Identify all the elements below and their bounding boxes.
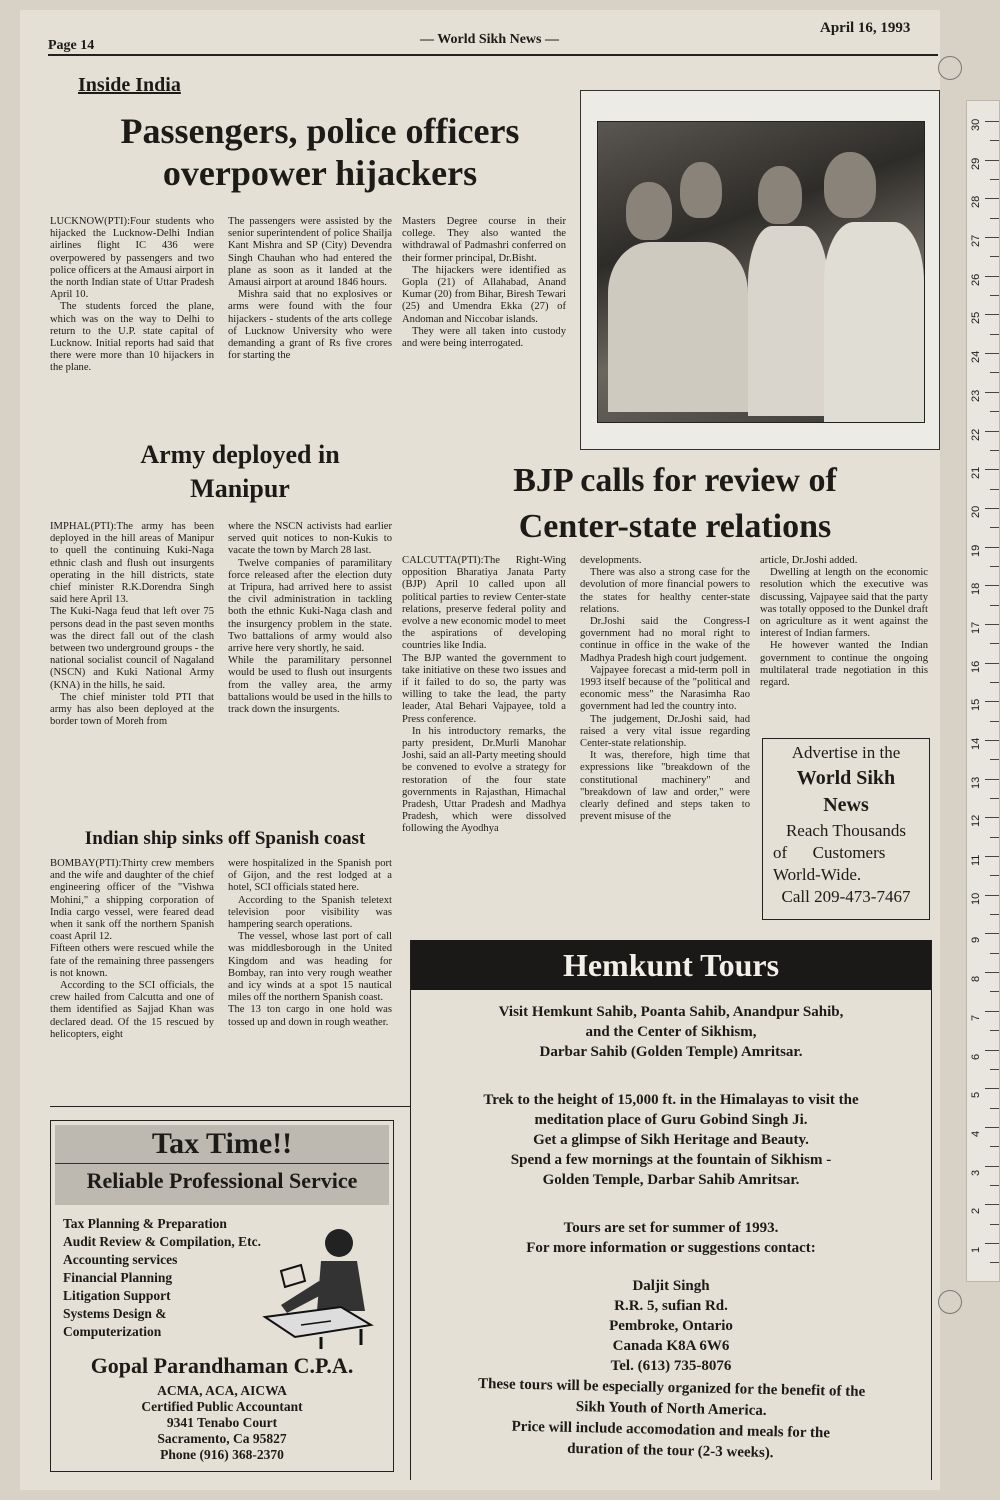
army-paragraph: where the NSCN activists had earlier served quit notices to non-Kukis to vacate the town by March 28 last. (228, 521, 392, 557)
ruler-tick (990, 1069, 999, 1070)
army-paragraph: Twelve companies of paramilitary force released after the election duty at Tripura, had arrived here to assist the civil administration in tackling both the ethnic Kuki-Naga clash and the insurgency problem in the state. Two battalions of army would also arrive here very shortly, he said. (228, 557, 392, 655)
hijack-paragraph: The passengers were assisted by the senior superintendent of police Shailja Kant Mishra and SP (City) Devendra Singh Chauhan who had entered the plane as soon as it landed at the Amausi airport at around 1846 hours. (228, 216, 392, 289)
ruler-number: 8 (970, 976, 982, 983)
ruler-tick (985, 972, 999, 973)
ship-col-2 (228, 858, 392, 1029)
tax-service-item: Systems Design & (63, 1306, 167, 1321)
ruler-number: 4 (970, 1130, 982, 1137)
ruler-tick (990, 643, 999, 644)
army-col-2 (228, 521, 392, 716)
ruler-number: 6 (970, 1053, 982, 1060)
ruler-tick (990, 295, 999, 296)
ruler-tick (990, 953, 999, 954)
ruler-tick (990, 721, 999, 722)
ruler-tick (985, 431, 999, 432)
ruler-tick (990, 837, 999, 838)
hemkunt-line: These tours will be especially organized for the benefit of the (477, 1375, 866, 1401)
hijack-paragraph: LUCKNOW(PTI):Four students who hijacked the Lucknow-Delhi Indian airlines flight IC 436 were overpowered by passengers and two police officers at the Amausi airport in the north Indian state of Uttar Pradesh April 10. (50, 216, 214, 301)
ruler-tick (990, 140, 999, 141)
binder-hole (938, 56, 962, 80)
ruler-tick (985, 1204, 999, 1205)
hijack-paragraph: Masters Degree course in their college. They also wanted the withdrawal of Padmashri conferred on their former principal, Dr.Bisht. (402, 216, 566, 264)
ship-paragraph: Fifteen others were rescued while the fate of the remaining three passengers is not known. (50, 943, 214, 979)
ruler-number: 28 (970, 196, 982, 209)
hijack-col-3 (402, 216, 566, 350)
hijack-paragraph: They were all taken into custody and were being interrogated. (402, 325, 566, 350)
ruler-tick (985, 276, 999, 277)
ship-headline-text: Indian ship sinks off Spanish coast (84, 828, 366, 849)
ship-paragraph: The vessel, whose last port of call was middlesborough in the United Kingdom and was heading for Bombay, ran into very rough weather and icy winds at a spot 15 nautical miles off the northern Spanish coast. (228, 931, 392, 1004)
tax-ad-credentials: ACMA, ACA, AICWA (157, 1383, 287, 1398)
hemkunt-intro (411, 1002, 931, 1062)
ruler-tick (985, 1166, 999, 1167)
tax-ad-banner (55, 1125, 389, 1205)
army-paragraph: The Kuki-Naga feud that left over 75 persons dead in the past seven months was the direct fall out of the clash between two underground groups - the national socialist council of Nagaland (NSCN) and Kuki National Army (KNA) in the hills, he said. (50, 606, 214, 691)
hijack-headline (60, 110, 580, 194)
tax-ad-role: Certified Public Accountant (141, 1399, 303, 1414)
photo-frame (580, 90, 940, 450)
hemkunt-line: Darbar Sahib (Golden Temple) Amritsar. (539, 1044, 803, 1060)
ruler-number: 27 (970, 234, 982, 248)
ship-headline (50, 828, 400, 850)
ruler-tick (985, 740, 999, 741)
ship-paragraph: According to the Spanish teletext television poor visibility was hampering search operations. (228, 894, 392, 931)
ruler-tick (990, 256, 999, 257)
tax-service-item: Financial Planning (63, 1270, 173, 1285)
ruler-number: 24 (970, 350, 982, 364)
hemkunt-line: and the Center of Sikhism, (585, 1024, 757, 1040)
ruler-number: 23 (970, 389, 982, 402)
army-paragraph: IMPHAL(PTI):The army has been deployed in the hill areas of Manipur to quell the continuing Kuki-Naga ethnic clash and flush out insurgents operating in the hill districts, state chief minister R.K.Dorendra Singh said here April 13. (50, 521, 214, 606)
wsn-ad-phone: Call 209-473-7467 (781, 887, 911, 906)
tax-service-item: Computerization (63, 1324, 162, 1339)
hemkunt-contact-phone: Tel. (613) 735-8076 (610, 1358, 732, 1374)
hemkunt-contact-line: Pembroke, Ontario (609, 1318, 733, 1334)
hemkunt-trek (411, 1090, 931, 1190)
header-rule (48, 54, 938, 56)
person-shirt (748, 226, 828, 416)
ship-paragraph: The 13 ton cargo in one hold was tossed up and down in rough weather. (228, 1004, 392, 1028)
ruler-tick (985, 779, 999, 780)
ruler-number: 16 (970, 660, 982, 673)
ruler-number: 26 (970, 273, 982, 286)
ruler-number: 5 (970, 1092, 982, 1099)
hijack-headline-line2: overpower hijackers (162, 153, 478, 193)
hemkunt-line: Price will include accomodation and meals for the (511, 1418, 831, 1442)
hemkunt-contact-line: R.R. 5, sufian Rd. (614, 1298, 728, 1314)
ruler-tick (990, 218, 999, 219)
accountant-illustration (261, 1221, 381, 1351)
bjp-paragraph: There was also a strong case for the devolution of more financial powers to the states for healthy center-state relations. (580, 567, 750, 615)
bjp-paragraph: developments. (580, 555, 642, 566)
hemkunt-contact-name: Daljit Singh (632, 1278, 710, 1294)
army-paragraph: The chief minister told PTI that army has also been deployed at the border town of Moreh from (50, 691, 214, 728)
ruler-number: 7 (970, 1014, 982, 1021)
hemkunt-line: Tours are set for summer of 1993. (563, 1220, 779, 1236)
ruler-tick (990, 1146, 999, 1147)
tax-ad-address: Sacramento, Ca 95827 (157, 1431, 287, 1446)
newspaper-page (20, 10, 940, 1490)
hemkunt-line: duration of the tour (2-3 weeks). (567, 1440, 774, 1462)
section-label: Inside India (78, 74, 181, 96)
ruler-tick (990, 605, 999, 606)
ruler-tick (985, 121, 999, 122)
bjp-paragraph: Vajpayee forecast a mid-term poll in 1993 itself because of the "political and economic mess" the Narasimha Rao government had led the country into. (580, 664, 750, 713)
ruler-tick (990, 334, 999, 335)
army-col-1 (50, 521, 214, 728)
ruler-number: 17 (970, 621, 982, 634)
ruler-tick (985, 1088, 999, 1089)
hemkunt-schedule (411, 1218, 931, 1258)
ruler-tick (990, 682, 999, 683)
bjp-headline-line2: Center-state relations (518, 508, 832, 545)
hemkunt-line: Visit Hemkunt Sahib, Poanta Sahib, Anandpur Sahib, (498, 1004, 844, 1020)
ruler-tick (985, 160, 999, 161)
ruler-number: 21 (970, 466, 982, 480)
hijack-col-2 (228, 216, 392, 362)
hemkunt-line: Spend a few mornings at the fountain of Sikhism - (510, 1152, 832, 1168)
ruler-tick (985, 469, 999, 470)
ruler-tick (985, 663, 999, 664)
person-shirt (824, 222, 924, 422)
tax-ad-phone: Phone (916) 368-2370 (160, 1447, 284, 1462)
wsn-ad-line: Advertise in the (791, 743, 901, 762)
ruler-number: 22 (970, 428, 982, 441)
bjp-col-1 (402, 555, 566, 836)
bjp-col-2 (580, 555, 750, 823)
ruler-tick (985, 817, 999, 818)
ruler-tick (985, 585, 999, 586)
ruler-tick (990, 450, 999, 451)
ruler-number: 20 (970, 505, 982, 518)
hemkunt-line: For more information or suggestions contact: (526, 1240, 816, 1256)
bjp-paragraph: It was, therefore, high time that expressions like "breakdown of the constitutional machinery" and "breakdown of law and order," were clearly defined and steps taken to prevent misuse of the (580, 750, 750, 823)
ruler-tick (990, 566, 999, 567)
ruler-tick (990, 411, 999, 412)
ruler-number: 30 (970, 118, 982, 131)
ruler-tick (990, 179, 999, 180)
ruler-number: 9 (970, 937, 982, 944)
person-head (626, 182, 672, 240)
tax-service-item: Tax Planning & Preparation (63, 1216, 227, 1231)
bjp-paragraph: The judgement, Dr.Joshi said, had raised a very vital issue regarding Center-state relationship. (580, 713, 750, 750)
army-headline-line1: Army deployed in (140, 440, 340, 469)
page-number: Page 14 (48, 38, 95, 53)
hemkunt-line: meditation place of Guru Gobind Singh Ji. (534, 1112, 808, 1128)
ruler-tick (990, 914, 999, 915)
ruler-tick (990, 1224, 999, 1225)
ruler-tick (985, 508, 999, 509)
wsn-ad-line: Reach Thousands (785, 821, 907, 840)
tax-ad-address: 9341 Tenabo Court (166, 1415, 278, 1430)
wsn-ad-line: of Customers (773, 843, 886, 862)
hijack-paragraph: The hijackers were identified as Gopla (21) of Allahabad, Anand Kumar (20) from Bihar, Biresh Tewari (25) and Umendra Ekka (27) of Andoman and Niccobar islands. (402, 264, 566, 325)
ruler-number: 19 (970, 544, 982, 557)
ruler-tick (990, 372, 999, 373)
wsn-ad-line: World-Wide. (773, 865, 862, 884)
tax-service-item: Audit Review & Compilation, Etc. (63, 1234, 261, 1249)
bjp-paragraph: article, Dr.Joshi added. (760, 555, 858, 566)
hijack-paragraph: The students forced the plane, which was on the way to Delhi to return to the U.P. state capital of Lucknow. Initial reports had said that there were more than 10 hijackers in the plane. (50, 301, 214, 374)
hemkunt-closing (410, 1373, 932, 1468)
measuring-ruler (966, 100, 1000, 1282)
publication-name: — World Sikh News — (420, 32, 559, 47)
ruler-number: 2 (970, 1208, 982, 1215)
tax-services-list (63, 1215, 261, 1341)
ruler-tick (985, 624, 999, 625)
binder-hole (938, 1290, 962, 1314)
bjp-paragraph: He however wanted the Indian government to continue the ongoing multilateral trade negotiation in this regard. (760, 640, 928, 689)
wsn-ad-line: World Sikh (796, 767, 896, 789)
section-divider (50, 1106, 410, 1107)
ruler-tick (990, 991, 999, 992)
hemkunt-advert (410, 940, 932, 1480)
tax-ad-name: Gopal Parandhaman C.P.A. (90, 1353, 354, 1378)
ruler-tick (985, 933, 999, 934)
bjp-paragraph: In his introductory remarks, the party president, Dr.Murli Manohar Joshi, said an all-Party meeting should be convened to evolve a strategy for restoration of the four state governments in Rajasthan, Himachal Pradesh, Uttar Pradesh and Madhya Pradesh, which were dissolved following the Ayodhya (402, 725, 566, 835)
tax-ad-title: Tax Time!! (151, 1127, 293, 1160)
bjp-paragraph: Dr.Joshi said the Congress-I government had no moral right to continue in office in the wake of the Madhya Pradesh high court judgement. (580, 616, 750, 664)
ruler-number: 25 (970, 312, 982, 325)
ruler-tick (985, 1243, 999, 1244)
person-head (824, 152, 876, 218)
hijack-paragraph: Mishra said that no explosives or arms were found with the four hijackers - students of the arts college of Lucknow University who were demanding a grant of Rs five crores for starting the (228, 289, 392, 362)
ruler-number: 10 (970, 892, 982, 905)
hemkunt-contact-line: Canada K8A 6W6 (612, 1338, 730, 1354)
wsn-advert (762, 738, 930, 920)
ruler-tick (990, 1185, 999, 1186)
ruler-tick (990, 759, 999, 760)
ruler-tick (990, 875, 999, 876)
person-head (680, 162, 722, 218)
ruler-tick (985, 353, 999, 354)
ruler-tick (985, 856, 999, 857)
ruler-tick (985, 701, 999, 702)
ruler-tick (985, 314, 999, 315)
ruler-tick (985, 237, 999, 238)
tax-service-item: Litigation Support (63, 1288, 171, 1303)
bjp-paragraph: The BJP wanted the government to take initiative on these two issues and if it failed to do so, the party was willing to take the lead, the party leader, Atal Behari Vajpayee, told a Press conference. (402, 652, 566, 725)
ruler-number: 1 (970, 1246, 982, 1253)
hemkunt-line: Golden Temple, Darbar Sahib Amritsar. (542, 1172, 800, 1188)
ruler-tick (990, 1108, 999, 1109)
ruler-tick (985, 198, 999, 199)
ruler-tick (985, 1050, 999, 1051)
hijackers-photo (597, 121, 925, 423)
hijack-headline-line1: Passengers, police officers (120, 111, 520, 151)
bjp-headline (420, 458, 930, 550)
ruler-tick (990, 798, 999, 799)
person-shirt (608, 242, 748, 412)
issue-date: April 16, 1993 (820, 20, 911, 36)
hijack-col-1 (50, 216, 214, 375)
ship-paragraph: BOMBAY(PTI):Thirty crew members and the wife and daughter of the chief engineering officer of the "Vishwa Mohini," a shipping corporation of India cargo vessel, were feared dead when it sank off the northern Spanish coast April 12. (50, 858, 214, 943)
ruler-tick (990, 489, 999, 490)
ship-col-1 (50, 858, 214, 1041)
ship-paragraph: were hospitalized in the Spanish port of Gijon, and the rest lodged at a hotel, SCI officials stated here. (228, 858, 392, 894)
army-headline-line2: Manipur (190, 474, 290, 503)
tax-ad-details (51, 1383, 393, 1463)
bjp-headline-line1: BJP calls for review of (513, 462, 837, 499)
bjp-paragraph: Dwelling at length on the economic resolution which the executive was discussing, Vajpayee said that the party was totally opposed to the Dunkel draft on agriculture as it went against the interest of Indian farmers. (760, 567, 928, 640)
ruler-number: 12 (970, 815, 982, 828)
ruler-tick (990, 1030, 999, 1031)
ruler-number: 11 (970, 854, 982, 867)
ruler-number: 13 (970, 776, 982, 789)
tax-ad-subtitle: Reliable Professional Service (55, 1163, 389, 1198)
tax-service-item: Accounting services (63, 1252, 178, 1267)
hemkunt-contact (411, 1276, 931, 1376)
ruler-number: 18 (970, 583, 982, 596)
wsn-ad-line: News (823, 794, 869, 816)
ruler-tick (985, 895, 999, 896)
hemkunt-line: Sikh Youth of North America. (575, 1399, 767, 1419)
bjp-paragraph: CALCUTTA(PTI):The Right-Wing opposition Bharatiya Janata Party (BJP) April 10 called upon all political parties to review Center-state relations, preserve federal polity and evolve a new economic model to meet the aspirations of developing countries like India. (402, 555, 566, 652)
person-head (758, 166, 802, 224)
ruler-number: 15 (970, 699, 982, 712)
hemkunt-line: Trek to the height of 15,000 ft. in the Himalayas to visit the (483, 1092, 859, 1108)
tax-advert (50, 1120, 394, 1472)
hemkunt-title: Hemkunt Tours (411, 940, 931, 990)
ruler-tick (985, 1011, 999, 1012)
hemkunt-line: Get a glimpse of Sikh Heritage and Beauty. (533, 1132, 809, 1148)
ruler-tick (990, 1262, 999, 1263)
ship-paragraph: According to the SCI officials, the crew hailed from Calcutta and one of them identified as Sajjad Khan was declared dead. Of the 15 rescued by helicopters, eight (50, 980, 214, 1040)
ruler-tick (990, 527, 999, 528)
army-headline (60, 438, 420, 506)
bjp-col-3 (760, 555, 928, 689)
ruler-tick (985, 1127, 999, 1128)
ruler-number: 14 (970, 737, 982, 751)
ruler-number: 29 (970, 157, 982, 170)
ruler-tick (985, 392, 999, 393)
army-paragraph: While the paramilitary personnel would be used to flush out insurgents from the valley area, the army battalions would be used in the hills to track down the insurgents. (228, 655, 392, 716)
ruler-number: 3 (970, 1169, 982, 1176)
ruler-tick (985, 547, 999, 548)
